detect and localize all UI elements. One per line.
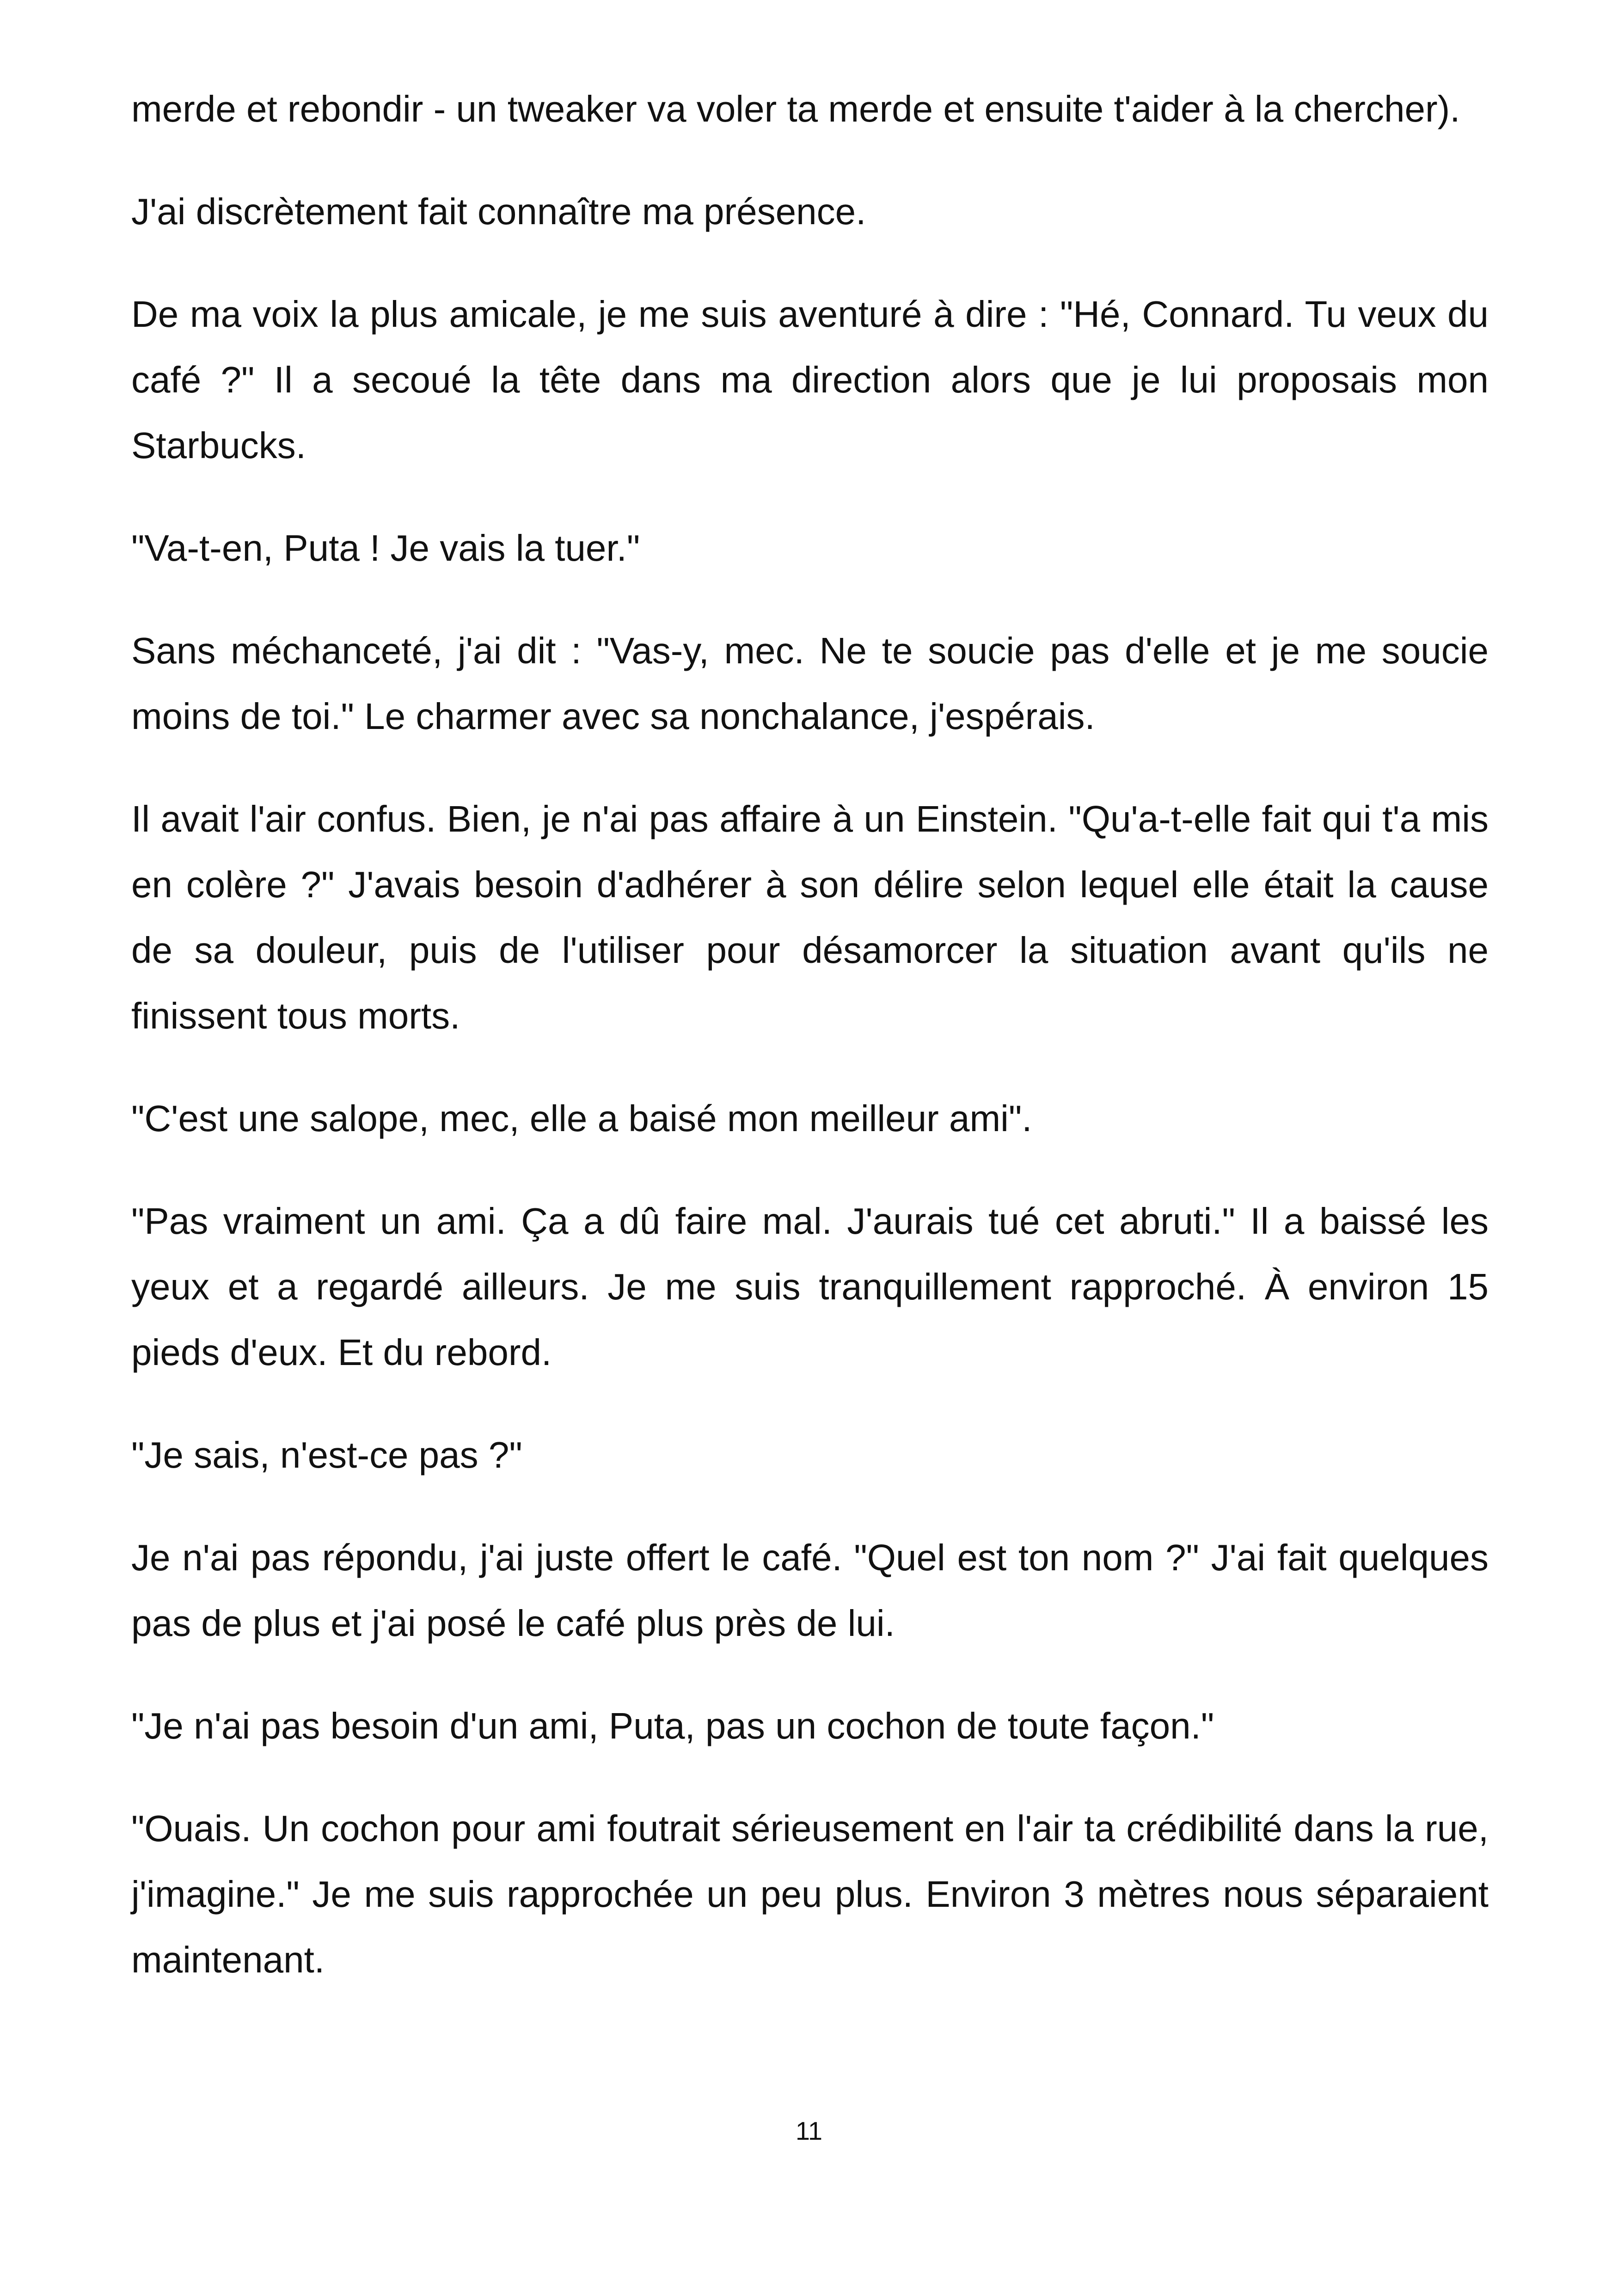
paragraph: "Pas vraiment un ami. Ça a dû faire mal. J'aurais tué cet abruti." Il a baissé les yeux et a regardé ailleurs. Je me suis tranquillement rapproché. À environ 15 pieds d'eux. Et du rebord. bbox=[131, 1200, 1489, 1373]
paragraph: Il avait l'air confus. Bien, je n'ai pas affaire à un Einstein. "Qu'a-t-elle fait qui t'a mis en colère ?" J'avais besoin d'adhérer à son délire selon lequel elle était la cause de sa douleur, puis de l'utiliser pour désamorcer la situation avant qu'ils ne finissent tous morts. bbox=[131, 798, 1489, 1036]
paragraph: J'ai discrètement fait connaître ma présence. bbox=[131, 191, 866, 232]
paragraph: "C'est une salope, mec, elle a baisé mon meilleur ami". bbox=[131, 1098, 1032, 1139]
paragraph: merde et rebondir - un tweaker va voler ta merde et ensuite t'aider à la chercher). bbox=[131, 88, 1460, 129]
paragraph: Sans méchanceté, j'ai dit : "Vas-y, mec. Ne te soucie pas d'elle et je me soucie moins de toi." Le charmer avec sa nonchalance, j'espérais. bbox=[131, 630, 1489, 737]
paragraph: "Va-t-en, Puta ! Je vais la tuer." bbox=[131, 527, 640, 569]
paragraph: De ma voix la plus amicale, je me suis aventuré à dire : "Hé, Connard. Tu veux du café ?" Il a secoué la tête dans ma direction alors que je lui proposais mon Starbucks. bbox=[131, 294, 1489, 466]
page-body bbox=[131, 76, 1489, 2030]
paragraph: "Je sais, n'est-ce pas ?" bbox=[131, 1434, 522, 1476]
paragraph: "Je n'ai pas besoin d'un ami, Puta, pas un cochon de toute façon." bbox=[131, 1705, 1214, 1746]
paragraph: Je n'ai pas répondu, j'ai juste offert le café. "Quel est ton nom ?" J'ai fait quelques pas de plus et j'ai posé le café plus près de lui. bbox=[131, 1537, 1489, 1644]
page-number: 11 bbox=[795, 2116, 823, 2145]
paragraph: "Ouais. Un cochon pour ami foutrait sérieusement en l'air ta crédibilité dans la rue, j'imagine." Je me suis rapprochée un peu plus. Environ 3 mètres nous séparaient maintenant. bbox=[131, 1808, 1489, 1980]
